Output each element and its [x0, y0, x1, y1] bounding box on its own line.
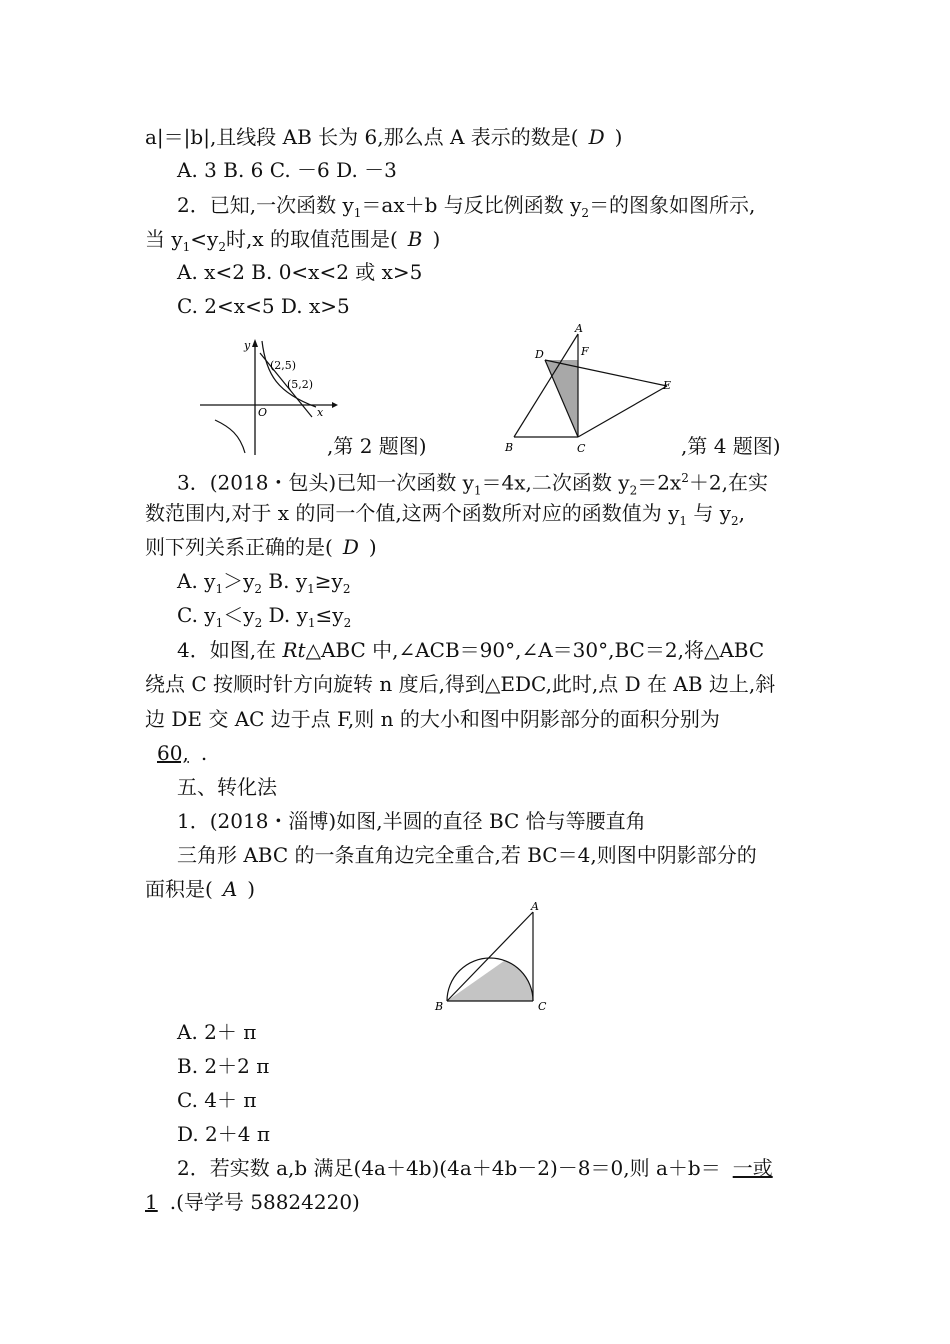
- answer-cont: 1: [145, 1190, 158, 1214]
- p2-stem-1: 2．若实数 a,b 满足(4a＋4b)(4a＋4b－2)－8＝0,则 a＋b＝ 一或: [177, 1156, 773, 1180]
- p1-stem-2: 三角形 ABC 的一条直角边完全重合,若 BC＝4,则图中阴影部分的: [177, 843, 757, 867]
- label-B: B: [505, 441, 514, 454]
- q4-stem-2: 绕点 C 按顺时针方向旋转 n 度后,得到△EDC,此时,点 D 在 AB 边上,斜: [145, 672, 776, 696]
- q3-options-1: A. $y_1>y_2$ B. $y_1\ge y_2$: [177, 569, 351, 596]
- q4-answer-line: 60, .: [145, 740, 207, 766]
- answer: 60,: [157, 741, 189, 765]
- p1-option-c: C. 4＋ π: [177, 1088, 257, 1112]
- section-title: 五、转化法: [177, 775, 277, 799]
- q-prev-options: A. 3 B. 6 C. －6 D. －3: [177, 158, 397, 182]
- q3-stem-1: 3．(2018・包头)已知一次函数 $y_1=4x$,二次函数 $y_2=2x^2+2$,在实: [177, 470, 768, 498]
- label-D: D: [535, 348, 544, 361]
- label-B: B: [435, 1000, 444, 1013]
- q2-options-2: C. 2<x<5 D. x>5: [177, 294, 350, 318]
- label-E: E: [663, 379, 672, 392]
- answer: B: [407, 227, 423, 251]
- q3-stem-3: 则下列关系正确的是( D ): [145, 535, 377, 559]
- answer: A: [222, 877, 238, 901]
- p1-option-d: D. 2＋4 π: [177, 1122, 270, 1146]
- label-A: A: [531, 900, 539, 913]
- y-axis-label: y: [244, 339, 251, 352]
- answer: 一或: [732, 1156, 773, 1180]
- label-F: F: [581, 345, 589, 358]
- origin-label: O: [258, 406, 268, 419]
- figure-q2-caption: ,第 2 题图): [327, 434, 427, 458]
- q2-stem-2: 当 $y_1<y_2$时,x 的取值范围是( B ): [145, 227, 441, 254]
- figure-q4-triangles: [500, 322, 710, 457]
- p1-stem-1: 1．(2018・淄博)如图,半圆的直径 BC 恰与等腰直角: [177, 809, 646, 833]
- label-C: C: [577, 442, 586, 455]
- figure-q2-graph: [200, 335, 340, 460]
- label-C: C: [538, 1000, 547, 1013]
- q2-options-1: A. x<2 B. 0<x<2 或 x>5: [177, 260, 423, 284]
- q3-stem-2: 数范围内,对于 x 的同一个值,这两个函数所对应的函数值为 $y_1$ 与 $y_2$,: [145, 501, 746, 528]
- figure-semicircle: [432, 898, 557, 1016]
- q-prev-stem: a|＝|b|,且线段 AB 长为 6,那么点 A 表示的数是( D ): [145, 125, 623, 149]
- q4-stem-1: 4．如图,在 Rt△ABC 中,∠ACB＝90°,∠A＝30°,BC＝2,将△ABC: [177, 638, 765, 662]
- q4-stem-3: 边 DE 交 AC 边于点 F,则 n 的大小和图中阴影部分的面积分别为: [145, 707, 720, 731]
- p1-option-a: A. 2＋ π: [177, 1020, 257, 1044]
- p1-option-b: B. 2＋2 π: [177, 1054, 270, 1078]
- p2-stem-2: 1 .(导学号 58824220): [145, 1190, 360, 1214]
- q3-options-2: C. $y_1<y_2$ D. $y_1\le y_2$: [177, 603, 352, 630]
- answer: D: [588, 125, 605, 149]
- p1-stem-3: 面积是( A ): [145, 877, 256, 901]
- point-label-2-5: (2,5): [270, 359, 297, 372]
- q2-stem-1: 2．已知,一次函数 $y_1=ax+b$ 与反比例函数 $y_2=$的图象如图所示,: [177, 193, 756, 220]
- point-label-5-2: (5,2): [287, 378, 314, 391]
- answer: D: [342, 535, 359, 559]
- figure-q4-caption: ,第 4 题图): [681, 434, 781, 458]
- x-axis-label: x: [317, 406, 324, 419]
- label-A: A: [575, 322, 583, 335]
